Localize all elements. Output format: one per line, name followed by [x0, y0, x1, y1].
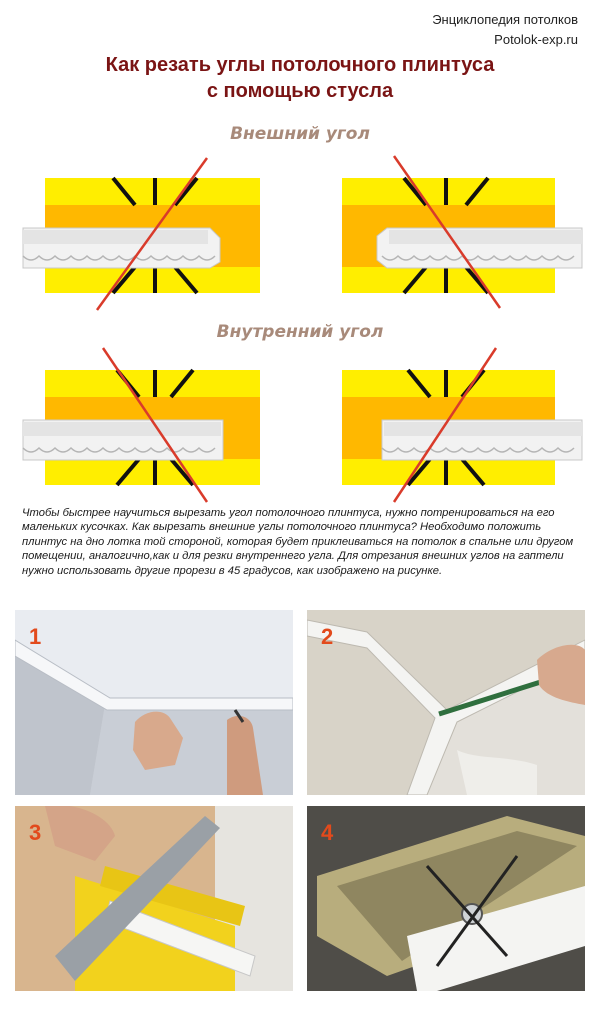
photo-step-4 [307, 806, 585, 991]
inner-corner-heading: Внутренний угол [216, 322, 384, 342]
site-brand [432, 10, 578, 50]
brand-name: Энциклопедия потолков [432, 12, 578, 27]
title-line-1: Как резать углы потолочного плинтуса [105, 54, 495, 76]
photo-number: 2 [321, 624, 334, 649]
inner-corner-right-diagram [342, 352, 560, 467]
brand-url: Potolok-exp.ru [494, 32, 578, 47]
instruction-text: Чтобы быстрее научиться вырезать угол потолочного плинтуса, нужно потренироваться на его маленьких кусочках. Как вырезать внешние углы потолочного плинтуса? Необходимо положить плинтус на дно лотка той стороной, которая будет приклеиваться на потолок в спальне или другом помещении, аналогично,как и для резки внутреннего угла. Для отрезания внешних углов на гаптели нужно использовать другие прорези в 45 градусов, как изображено на рисунке. [22, 507, 574, 577]
photo-step-2 [307, 610, 585, 795]
page-title [0, 52, 600, 104]
photo-number: 4 [321, 820, 334, 845]
title-line-2: с помощью стусла [206, 80, 394, 102]
outer-corner-right-diagram [342, 160, 560, 275]
photo-step-3 [15, 806, 293, 991]
inner-corner-left-diagram [45, 352, 263, 467]
outer-corner-left-diagram [45, 160, 263, 275]
photo-step-1 [15, 610, 293, 795]
photo-number: 3 [29, 820, 42, 845]
outer-corner-heading: Внешний угол [230, 124, 370, 144]
photo-number: 1 [29, 624, 42, 649]
